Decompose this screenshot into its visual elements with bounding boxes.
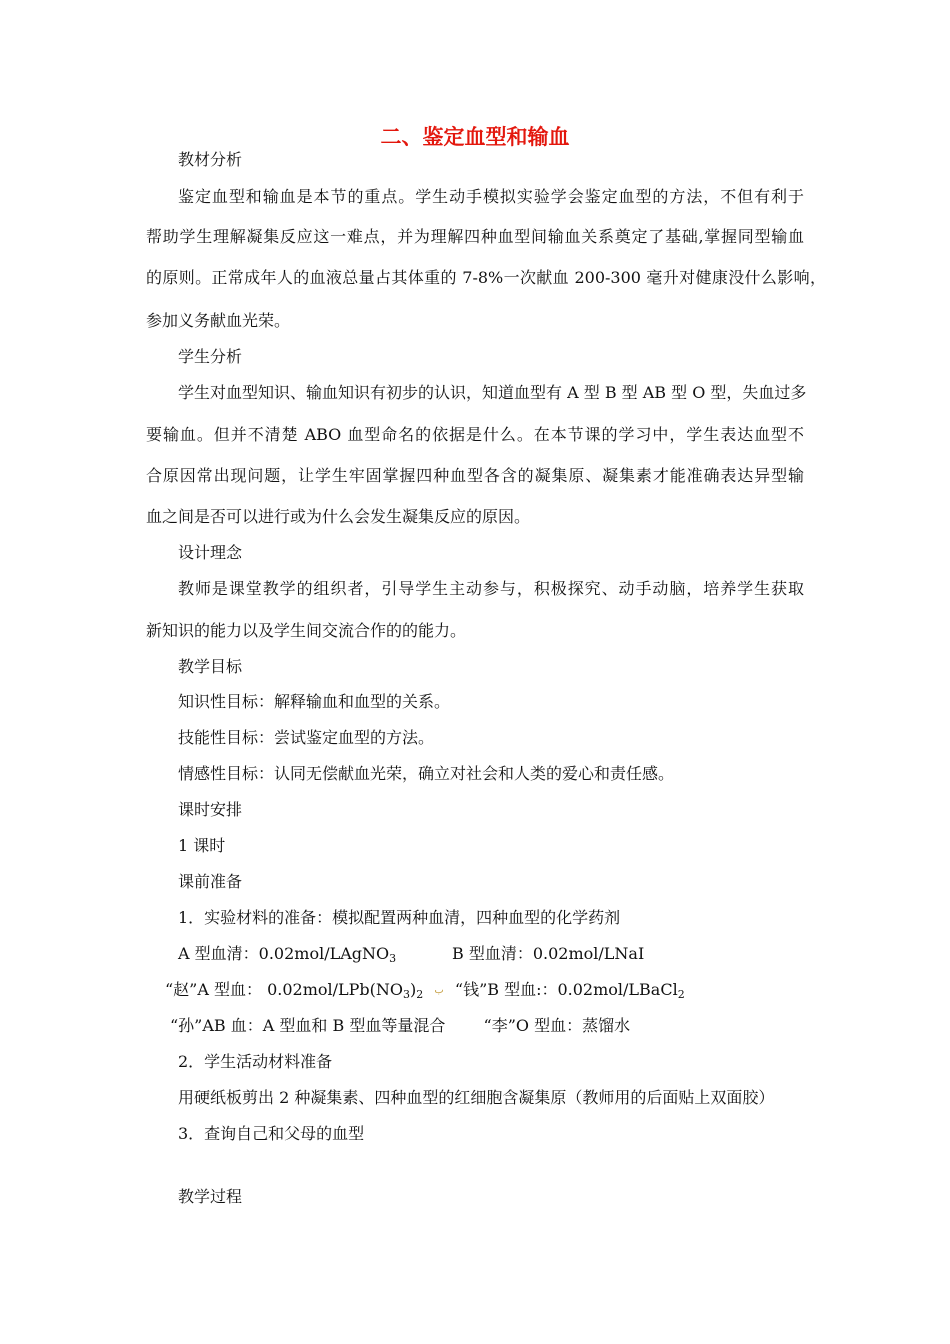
blood-row-sun-li: [170, 1014, 630, 1038]
serum-a: A 型血清：0.02mol/LAgNO$_3$: [178, 944, 397, 965]
section-heading-schedule: 课时安排: [178, 800, 243, 819]
blood-qian: “钱”B 型血:：0.02mol/LBaCl$_2$: [454, 980, 685, 1001]
prep-item-2-detail: 用硬纸板剪出 2 种凝集素、四种血型的红细胞含凝集原（教师用的后面贴上双面胶）: [178, 1088, 775, 1107]
section-heading-design-concept: 设计理念: [178, 543, 243, 562]
section-heading-teaching-process: 教学过程: [178, 1187, 243, 1206]
goal-emotion: 情感性目标：认同无偿献血光荣，确立对社会和人类的爱心和责任感。: [178, 764, 675, 783]
section-heading-student-analysis: 学生分析: [178, 347, 243, 366]
prep-item-2: 2．学生活动材料准备: [178, 1052, 333, 1071]
blood-row-zhao-qian: [165, 978, 685, 1003]
section-heading-textbook-analysis: 教材分析: [178, 150, 243, 169]
paragraph-line: 新知识的能力以及学生间交流合作的的能力。: [146, 621, 467, 640]
schedule-value: 1 课时: [178, 836, 226, 855]
paragraph-line: 合原因常出现问题，让学生牢固掌握四种血型各含的凝集原、凝集素才能准确表达异型输: [146, 466, 804, 485]
blood-li: “李”O 型血：蒸馏水: [483, 1016, 631, 1035]
section-heading-teaching-goals: 教学目标: [178, 657, 243, 676]
paragraph-line: 帮助学生理解凝集反应这一难点，并为理解四种血型间输血关系奠定了基础,掌握同型输血: [146, 227, 804, 246]
section-heading-preparation: 课前准备: [178, 872, 243, 891]
goal-knowledge: 知识性目标：解释输血和血型的关系。: [178, 692, 451, 711]
prep-item-3: 3．查询自己和父母的血型: [178, 1124, 365, 1143]
serum-b: B 型血清：0.02mol/LNaI: [452, 944, 645, 963]
paragraph-line: 学生对血型知识、输血知识有初步的认识，知道血型有 A 型 B 型 AB 型 O 型，失血过多: [178, 383, 807, 402]
paragraph-line: 血之间是否可以进行或为什么会发生凝集反应的原因。: [146, 507, 531, 526]
blood-sun: “孙”AB 血：A 型血和 B 型血等量混合: [170, 1016, 446, 1035]
paragraph-line: 要输血。但并不清楚 ABO 血型命名的依据是什么。在本节课的学习中，学生表达血型不: [146, 425, 804, 444]
paragraph-line: 的原则。正常成年人的血液总量占其体重的 7-8%一次献血 200-300 毫升对健康没什么影响，: [146, 268, 826, 287]
arrow-mark-icon: ب: [434, 985, 444, 996]
paragraph-line: 教师是课堂教学的组织者，引导学生主动参与，积极探究、动手动脑，培养学生获取: [178, 579, 804, 598]
goal-skill: 技能性目标：尝试鉴定血型的方法。: [178, 728, 435, 747]
paragraph-line: 参加义务献血光荣。: [146, 311, 291, 330]
prep-item-1: 1．实验材料的准备：模拟配置两种血清，四种血型的化学药剂: [178, 908, 621, 927]
paragraph-line: 鉴定血型和输血是本节的重点。学生动手模拟实验学会鉴定血型的方法，不但有利于: [178, 187, 804, 206]
blood-zhao: “赵”A 型血： $0.02mol/LPb(NO_3)_2$: [165, 980, 424, 1001]
page-title: 二、鉴定血型和输血: [380, 125, 570, 149]
